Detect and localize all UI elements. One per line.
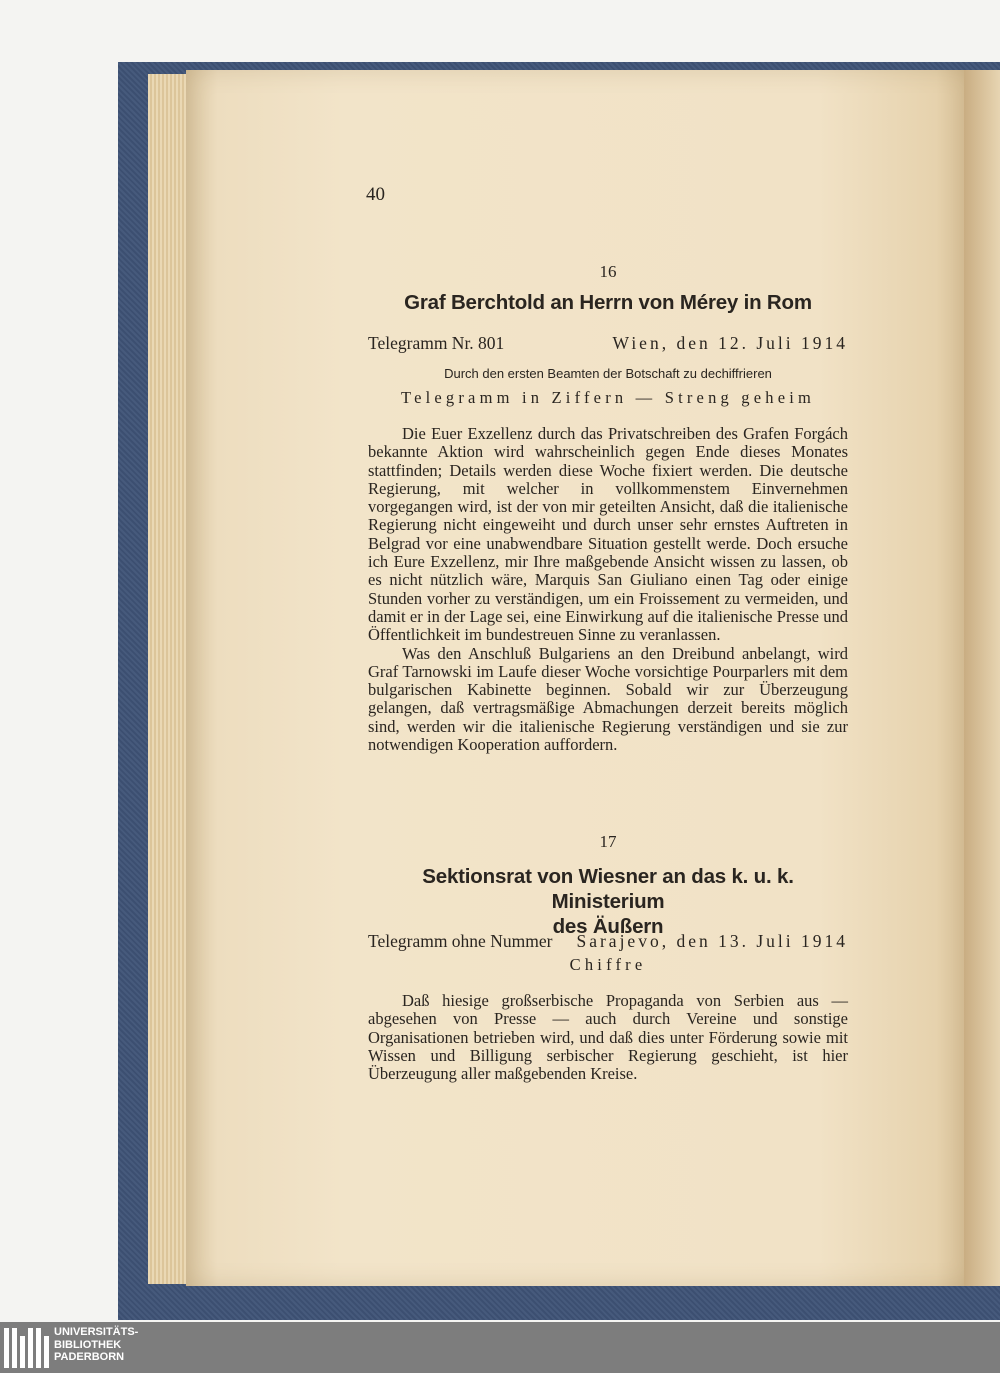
telegram-label: Telegramm Nr. 801 xyxy=(368,333,505,353)
document-body-16 xyxy=(368,425,848,754)
page-number: 40 xyxy=(366,184,385,205)
title-line: des Äußern xyxy=(552,915,664,938)
book-gutter xyxy=(964,70,1000,1286)
delivery-note: Durch den ersten Beamten der Botschaft zu dechiffrieren xyxy=(444,366,772,381)
library-logo-icon xyxy=(4,1328,49,1368)
library-logo-text xyxy=(54,1326,138,1364)
logo-line: PADERBORN xyxy=(54,1351,125,1363)
document-body-17 xyxy=(368,992,848,1083)
telegram-meta-16 xyxy=(368,333,848,354)
paragraph: Was den Anschluß Bulgariens an den Dreibund anbelangt, wird Graf Tarnowski im Laufe dieser Woche vorsichtige Pourparlers mit dem bulgarischen Kabinette beginnen. Sobald wir zur Überzeugung gelangen, daß vertragsmäßige Abmachungen derzeit bereits möglich sind, werden wir die italienische Regierung verständigen und sie zur notwendigen Kooperation auffordern. xyxy=(368,643,848,755)
document-title-16: Graf Berchtold an Herrn von Mérey in Rom xyxy=(404,291,812,314)
telegram-label: Telegramm ohne Nummer xyxy=(368,931,553,951)
document-number-16: 16 xyxy=(599,262,617,281)
telegram-meta-17 xyxy=(368,931,848,952)
document-number-17: 17 xyxy=(599,832,617,851)
title-line: Sektionsrat von Wiesner an das k. u. k. Ministerium xyxy=(422,865,794,913)
logo-line: UNIVERSITÄTS- xyxy=(54,1326,139,1338)
place-date: Wien, den 12. Juli 1914 xyxy=(612,333,848,353)
place-date: Sarajevo, den 13. Juli 1914 xyxy=(576,931,848,951)
library-footer xyxy=(0,1322,1000,1373)
classification-line: Chiffre xyxy=(569,955,647,974)
classification-line: Telegramm in Ziffern — Streng geheim xyxy=(400,388,816,407)
paragraph: Daß hiesige großserbische Propaganda von Serbien aus — abgesehen von Presse — auch durch Vereine und sonstige Organisationen betrieben wird, und daß dies unter Förderung sowie mit Wissen und Billigung serbischer Regierung geschieht, ist hier Überzeugung aller maßgebenden Kreise. xyxy=(368,991,848,1084)
logo-line: BIBLIOTHEK xyxy=(54,1338,122,1351)
document-title-17 xyxy=(368,864,848,939)
paragraph: Die Euer Exzellenz durch das Privatschreiben des Grafen Forgách bekannte Aktion wird wahrscheinlich gegen Ende dieses Monates stattfinden; Details werden diese Woche fixiert werden. Die deutsche Regierung, mit welcher in vollkommenstem Einvernehmen vorgegangen wird, ist der von mir geteilten Ansicht, daß die italienische Regierung nicht eingeweiht und durch unser sehr ernstes Auftreten in Belgrad vor eine unabwendbare Situation gestellt werde. Doch ersuche ich Eure Exzellenz, mir Ihre maßgebende Ansicht wissen zu lassen, ob es nicht nützlich wäre, Marquis San Giuliano einen Tag oder einige Stunden vorher zu verständigen, um ein Froissement zu vermeiden, und damit er in der Lage sei, eine Einwirkung auf die italienische Presse und Öffentlichkeit im bundestreuen Sinne zu veranlassen. xyxy=(368,424,848,645)
